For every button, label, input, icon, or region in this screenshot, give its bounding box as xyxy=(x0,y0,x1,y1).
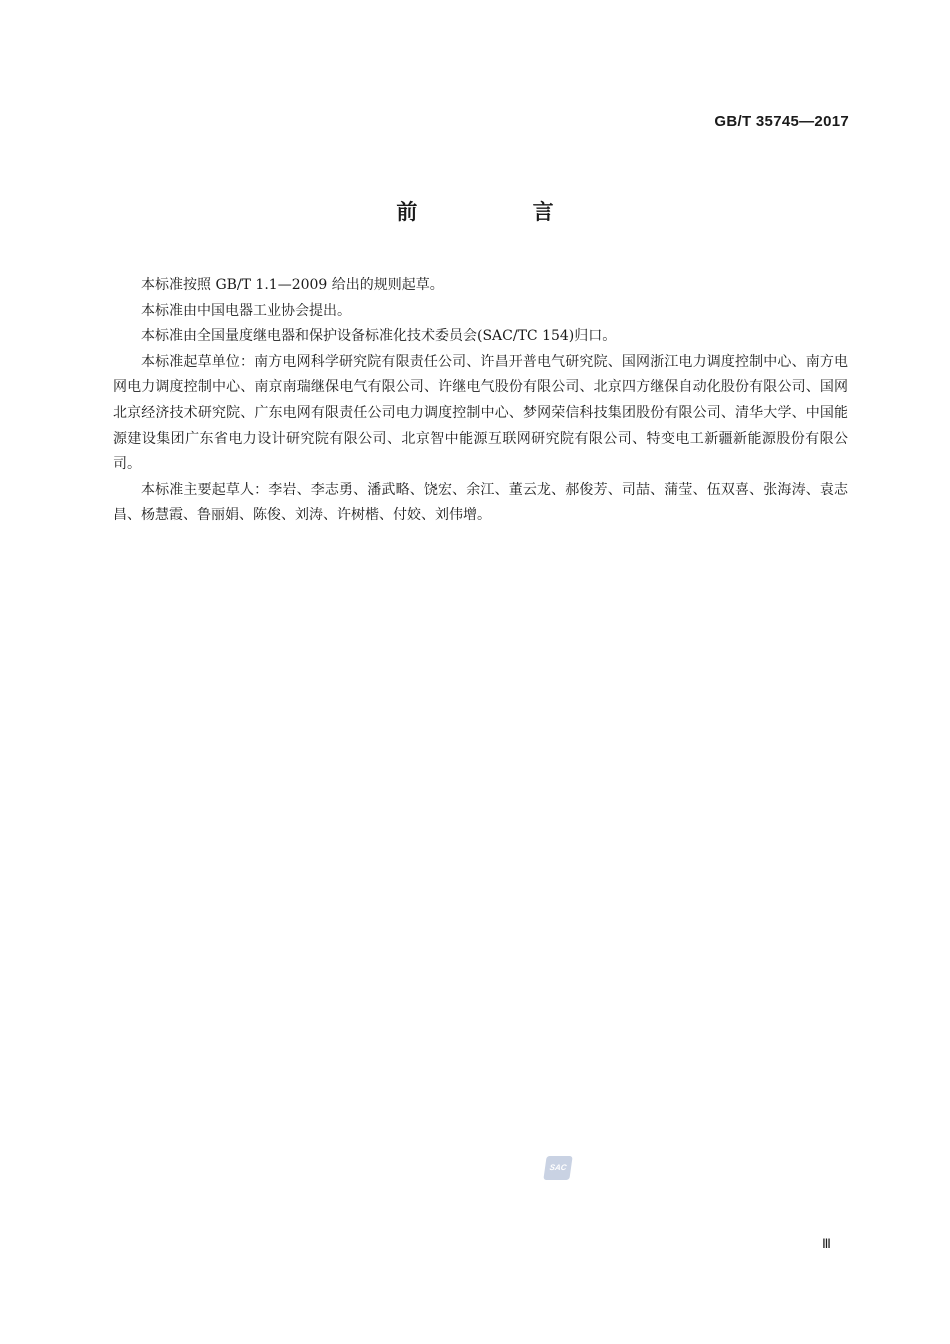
page-title: 前 言 xyxy=(396,200,608,224)
page-number: Ⅲ xyxy=(822,1236,831,1251)
sac-logo-text: SAC xyxy=(548,1163,568,1172)
paragraph-centralized-by: 本标准由全国量度继电器和保护设备标准化技术委员会(SAC/TC 154)归口。 xyxy=(141,328,617,345)
sac-logo-icon xyxy=(543,1156,572,1180)
foreword-body xyxy=(113,273,848,529)
paragraph-main-drafters: 本标准主要起草人：李岩、李志勇、潘武略、饶宏、余江、董云龙、郝俊芳、司喆、蒲莹、伍双喜、张海涛、袁志昌、杨慧霞、鲁丽娟、陈俊、刘涛、许树楷、付姣、刘伟增。 xyxy=(113,481,848,524)
paragraph-drafting-units: 本标准起草单位：南方电网科学研究院有限责任公司、许昌开普电气研究院、国网浙江电力调度控制中心、南方电网电力调度控制中心、南京南瑞继保电气有限公司、许继电气股份有限公司、北京四方继保自动化股份有限公司、国网北京经济技术研究院、广东电网有限责任公司电力调度控制中心、梦网荣信科技集团股份有限公司、清华大学、中国能源建设集团广东省电力设计研究院有限公司、北京智中能源互联网研究院有限公司、特变电工新疆新能源股份有限公司。 xyxy=(113,353,848,473)
paragraph-drafting-rules: 本标准按照 GB/T 1.1—2009 给出的规则起草。 xyxy=(141,277,444,293)
standard-number: GB/T 35745—2017 xyxy=(714,113,849,130)
paragraph-proposer: 本标准由中国电器工业协会提出。 xyxy=(141,302,351,319)
